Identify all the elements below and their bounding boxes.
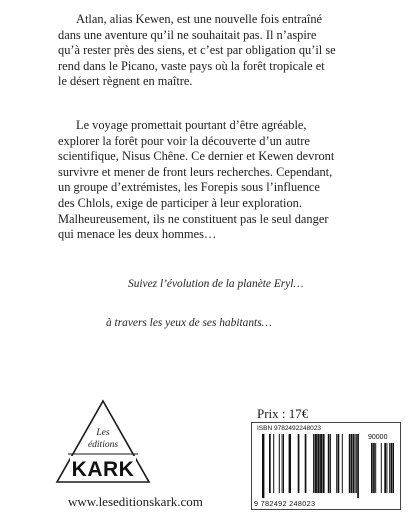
synopsis-line: Atlan, alias Kewen, est une nouvelle fois entraîné [76,12,323,26]
publisher-website: www.leseditionskark.com [68,494,203,509]
barcode-addon-bars-icon [364,443,394,498]
synopsis-line: scientifique, Nisus Chêne. Ce dernier et Kewen devront [58,149,335,164]
synopsis-line: rend dans le Picano, vaste pays où la forêt tropicale et [58,58,325,73]
barcode-digits: 9 782492 248023 [254,499,316,508]
synopsis-paragraph-2 [58,118,366,243]
synopsis-line: survivre et mener de front leurs recherches. Cependant, [58,164,333,179]
synopsis-line: des Chlols, exige de participer à leur exploration. [58,195,302,210]
price-label: Prix : 17€ [257,406,309,421]
synopsis-line: Le voyage promettait pourtant d’être agréable, [76,118,307,132]
isbn-barcode [251,422,401,510]
publisher-logo [54,398,152,485]
logo-kark-text: KARK [71,458,135,481]
barcode-addon-number: 90000 [368,434,388,441]
tagline-1: Suivez l’évolution de la planète Eryl… [128,278,304,290]
synopsis-line: un groupe d’extrémistes, les Forepis sous l’influence [58,180,320,195]
synopsis-line: qu’à rester près des siens, et c’est par obligation qu’il se [58,43,336,58]
isbn-number: ISBN 9782492248023 [257,425,321,432]
synopsis-line: le désert règnent en maître. [58,74,193,89]
synopsis-line: dans une aventure qu’il ne souhaitait pas. Il n’aspire [58,27,317,42]
synopsis-line: explorer la forêt pour voir la découverte d’un autre [58,133,310,148]
logo-editions-text: éditions [87,440,119,450]
synopsis-line: Malheureusement, ils ne constituent pas le seul danger [58,211,329,226]
tagline-2: à travers les yeux de ses habitants… [106,317,272,329]
synopsis-line: qui menace les deux hommes… [58,227,217,242]
logo-les-text: Les [96,428,110,438]
barcode-bars-icon [262,434,360,498]
synopsis-paragraph-1 [58,12,366,90]
